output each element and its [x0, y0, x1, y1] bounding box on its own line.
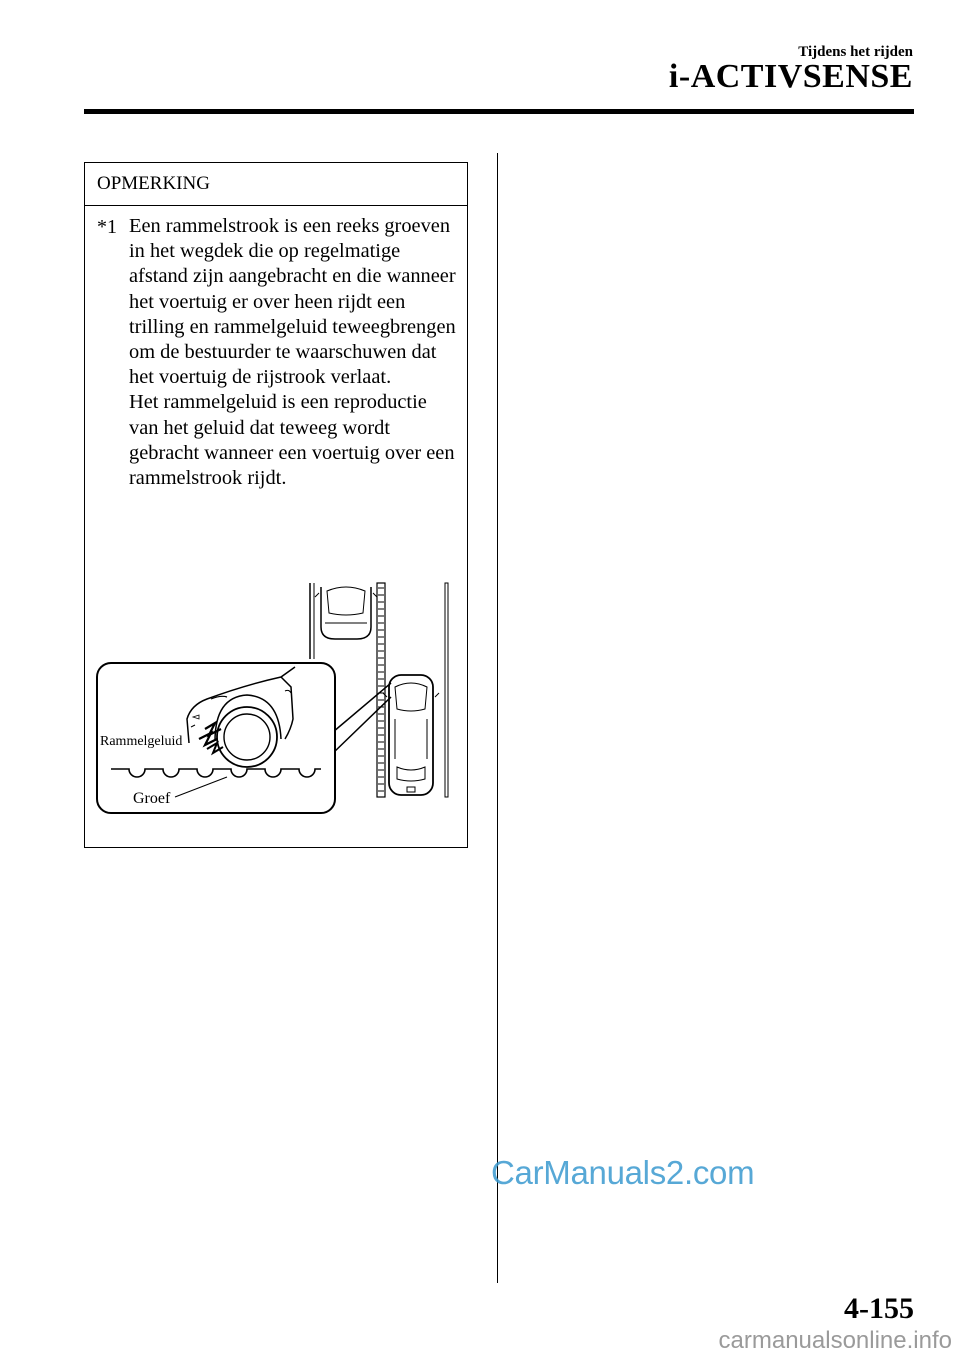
chapter-title: i-ACTIVSENSE [668, 58, 913, 95]
groove-callout-label: Groef [133, 790, 171, 807]
note-box [84, 162, 468, 848]
note-heading-rule [85, 205, 467, 206]
footnote-paragraph-1: Een rammelstrook is een reeks groeven in het wegdek die op regelmatige afstand zijn aangebracht en die wanneer het voertuig er over heen rijdt een trilling en rammelgeluid teweegbrengen om de bestuurder te waarschuwen dat het voertuig de rijstrook verlaat. [129, 215, 456, 389]
footnote-paragraph-2: Het rammelgeluid is een reproductie van het geluid dat teweeg wordt gebracht wanneer een voertuig over een rammelstrook rijdt. [129, 391, 455, 490]
footnote-text [129, 214, 461, 491]
lane-line-left [310, 583, 314, 659]
magnified-detail [97, 663, 335, 813]
header-rule [84, 109, 914, 114]
watermark-logo: CarManuals2.com [491, 1154, 755, 1191]
footer-watermark: carmanualsonline.info [718, 1327, 952, 1354]
note-heading: OPMERKING [97, 173, 210, 194]
rumble-strip-illustration [95, 579, 455, 819]
section-header: Tijdens het rijden [798, 44, 913, 60]
sound-callout-label: Rammelgeluid [100, 734, 183, 749]
column-divider [497, 153, 498, 1283]
lane-line-right [445, 583, 448, 797]
footnote-marker: *1 [97, 216, 117, 238]
car-top-icon [315, 587, 377, 639]
page-number: 4-155 [844, 1292, 914, 1325]
car-bottom-icon [383, 675, 439, 795]
